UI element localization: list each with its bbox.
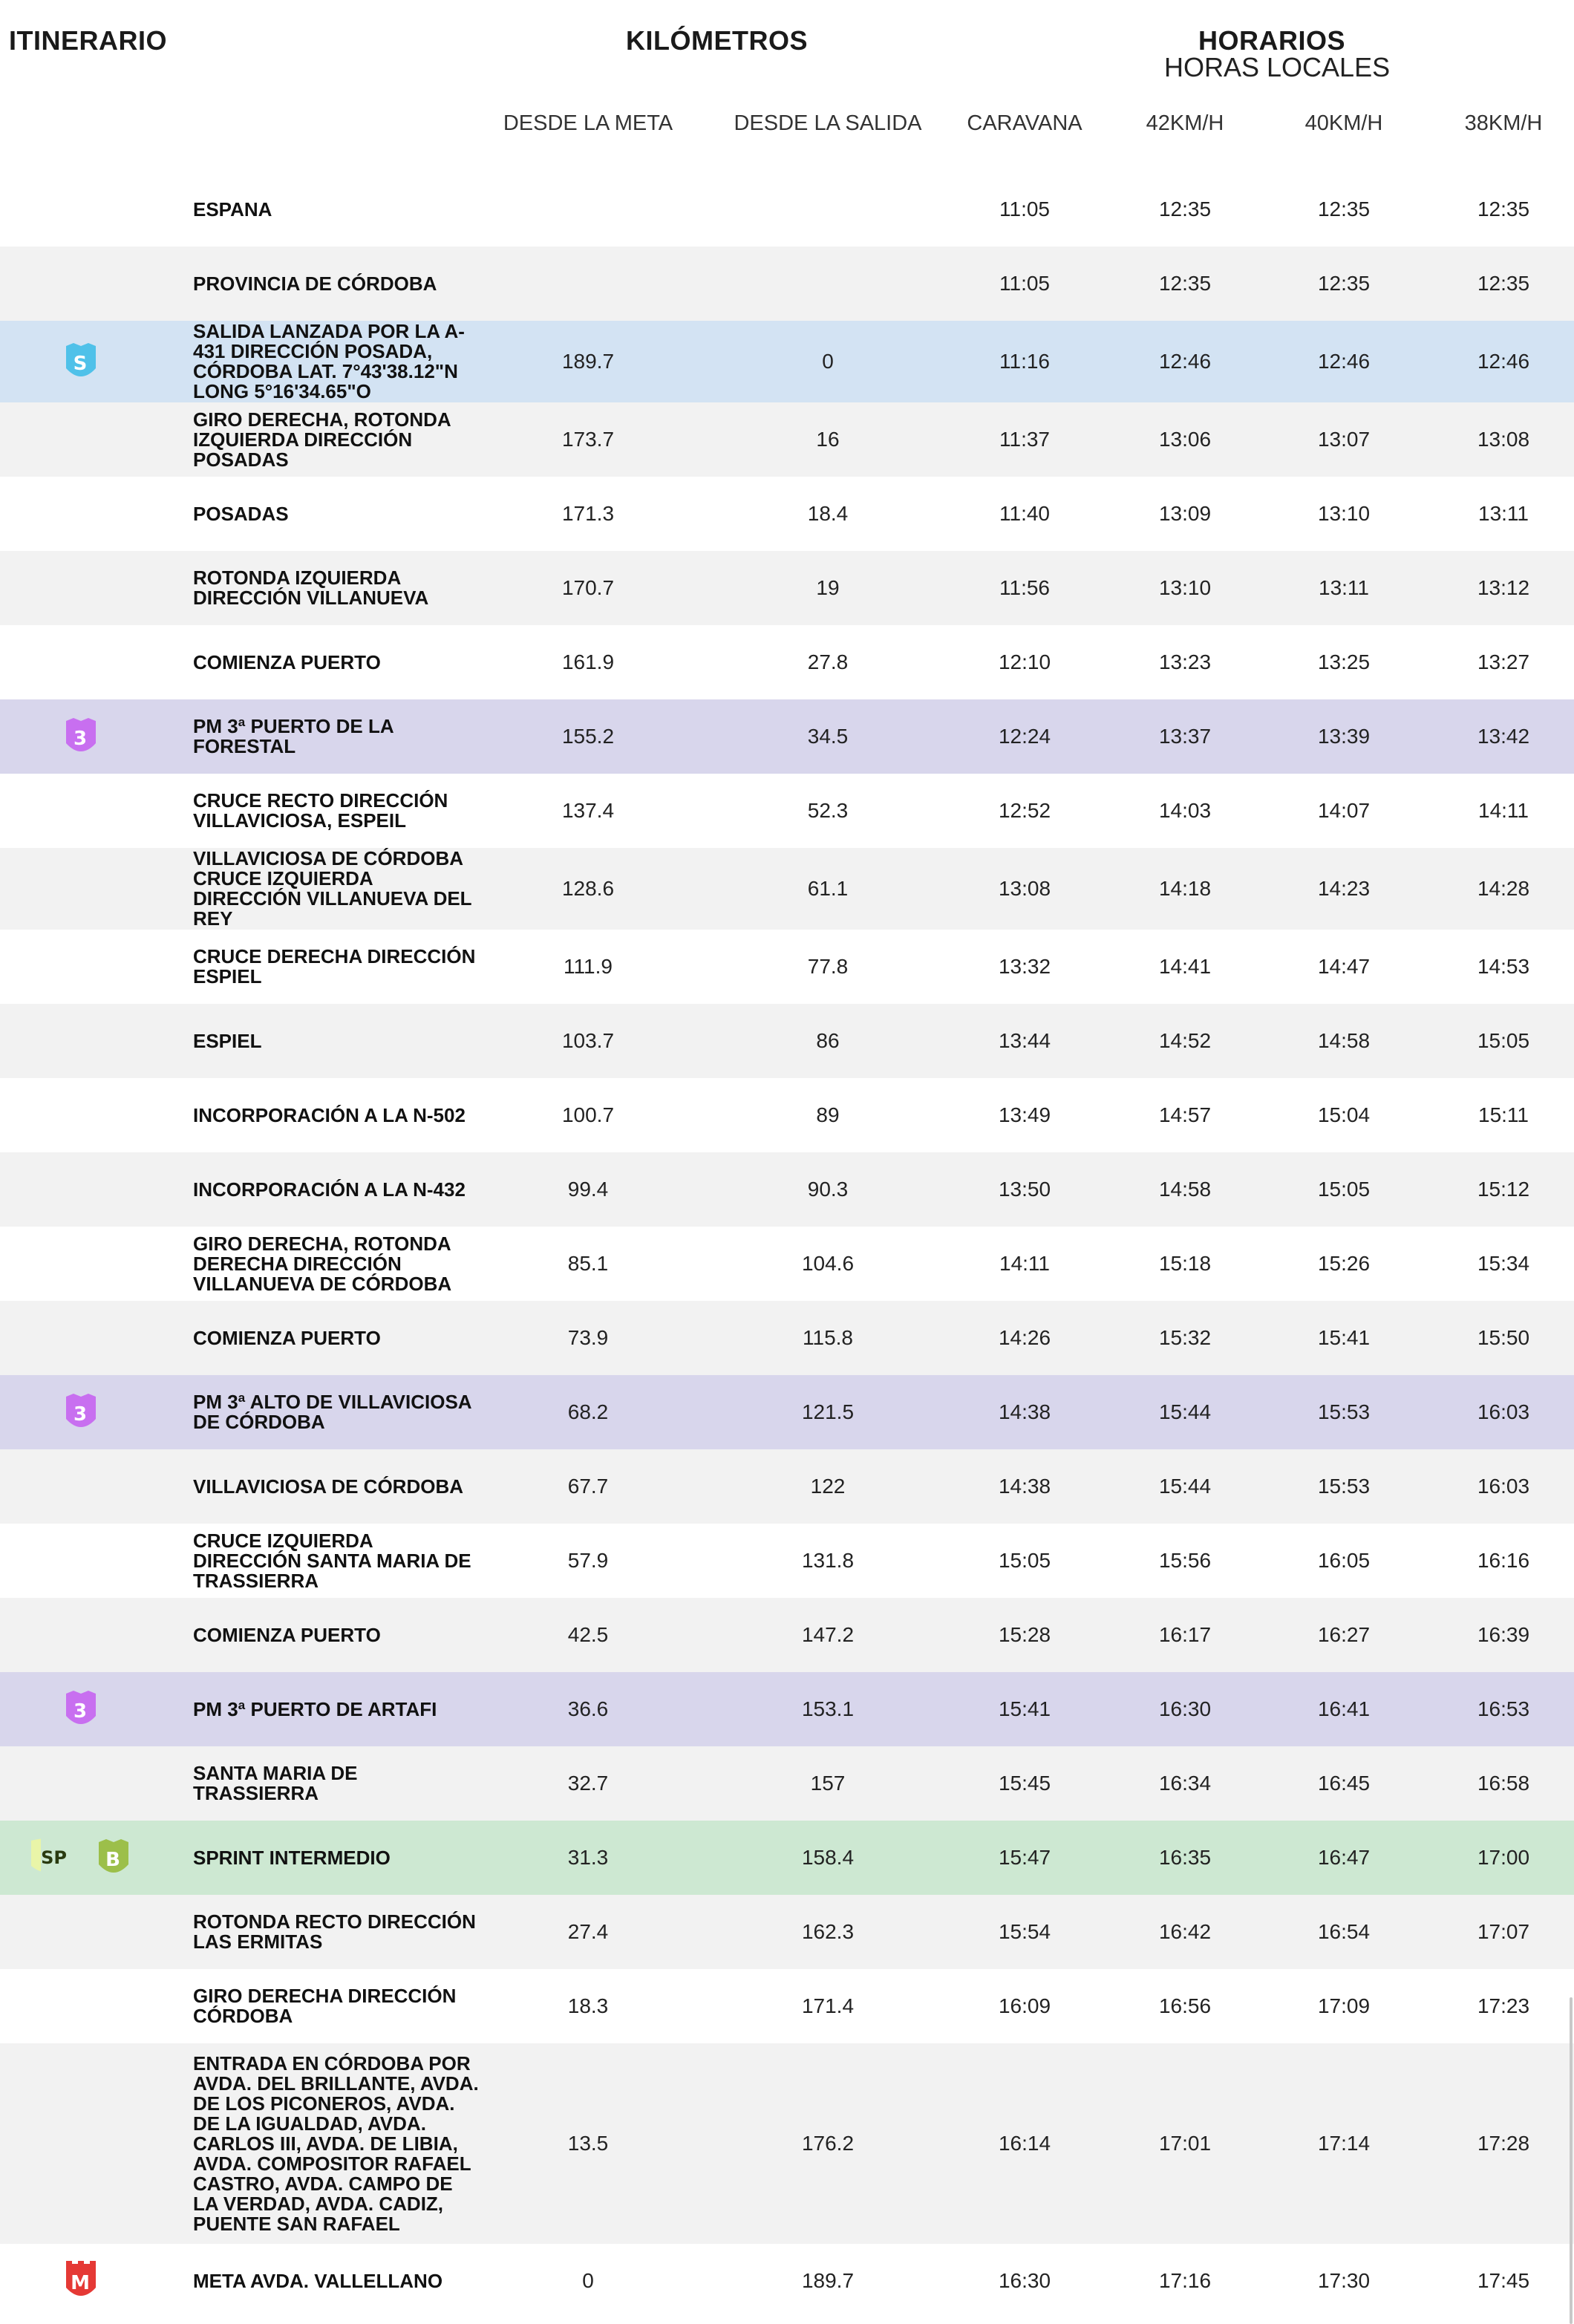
table-row — [0, 1152, 1574, 1227]
row-description: META AVDA. VALLELLANO — [193, 2269, 443, 2292]
kilometros-heading: KILÓMETROS — [626, 25, 808, 56]
cell-40kmh: 14:23 — [1317, 877, 1371, 900]
cell-desde-la-meta — [477, 247, 699, 321]
cell-42kmh: 15:44 — [1158, 1400, 1212, 1423]
row-description: PM 3ª PUERTO DE LA FORESTAL — [193, 715, 394, 757]
cell-42kmh: 15:44 — [1158, 1475, 1212, 1498]
cell-caravana: 16:14 — [998, 2132, 1051, 2155]
cell-38kmh: 16:03 — [1477, 1475, 1530, 1498]
cell-desde-la-salida: 158.4 — [801, 1846, 855, 1869]
table-row — [0, 321, 1574, 402]
cell-desde-la-salida: 189.7 — [801, 2269, 855, 2292]
cell-40kmh: 16:27 — [1317, 1623, 1371, 1646]
cell-caravana: 15:41 — [998, 1697, 1051, 1720]
cell-desde-la-salida: 104.6 — [801, 1252, 855, 1275]
cell-40kmh: 12:35 — [1317, 272, 1371, 295]
cell-desde-la-salida: 115.8 — [803, 1326, 853, 1349]
cell-38kmh: 15:11 — [1478, 1103, 1529, 1126]
cell-desde-la-salida: 27.8 — [807, 650, 849, 673]
cell-desde-la-salida: 162.3 — [801, 1920, 855, 1943]
table-row — [0, 1227, 1574, 1301]
cell-desde-la-salida: 19 — [816, 576, 840, 599]
cell-desde-la-salida: 121.5 — [801, 1400, 855, 1423]
icon-label: 3 — [73, 1700, 88, 1723]
row-description: VILLAVICIOSA DE CÓRDOBA CRUCE IZQUIERDA DIRECCIÓN VILLANUEVA DEL REY — [193, 847, 472, 930]
cell-38kmh: 14:28 — [1477, 877, 1530, 900]
cell-40kmh: 13:10 — [1317, 502, 1371, 525]
cell-38kmh: 15:34 — [1477, 1252, 1530, 1275]
cell-desde-la-salida: 90.3 — [807, 1178, 849, 1201]
itinerario-heading: ITINERARIO — [9, 25, 168, 56]
table-row — [0, 1598, 1574, 1672]
cell-desde-la-meta: 189.7 — [561, 350, 615, 373]
cell-desde-la-salida: 61.1 — [807, 877, 849, 900]
itinerary-table — [0, 172, 1574, 2318]
cell-38kmh: 16:53 — [1477, 1697, 1530, 1720]
cell-40kmh: 16:05 — [1317, 1549, 1371, 1572]
cell-desde-la-salida: 89 — [816, 1103, 840, 1126]
cell-38kmh: 12:35 — [1477, 272, 1530, 295]
start-icon — [62, 340, 99, 383]
cell-desde-la-meta: 155.2 — [561, 725, 615, 748]
cell-42kmh: 17:01 — [1158, 2132, 1212, 2155]
cell-caravana: 14:26 — [998, 1326, 1051, 1349]
icon-label: 3 — [73, 728, 88, 750]
cell-38kmh: 13:27 — [1477, 650, 1530, 673]
table-row — [0, 172, 1574, 247]
cell-desde-la-meta: 32.7 — [567, 1772, 609, 1795]
row-description: GIRO DERECHA, ROTONDA DERECHA DIRECCIÓN VILLANUEVA DE CÓRDOBA — [193, 1232, 452, 1295]
col-40kmh: 40KM/H — [1304, 111, 1383, 135]
cell-42kmh: 13:23 — [1158, 650, 1212, 673]
table-row — [0, 1078, 1574, 1152]
cell-caravana: 11:37 — [999, 428, 1050, 451]
horas-locales-subheading: HORAS LOCALES — [1164, 52, 1391, 82]
table-row — [0, 1969, 1574, 2043]
cell-desde-la-salida: 122 — [810, 1475, 846, 1498]
cell-desde-la-meta: 18.3 — [567, 1994, 609, 2017]
table-row — [0, 2043, 1574, 2244]
cell-desde-la-salida — [716, 172, 939, 247]
table-row — [0, 699, 1574, 774]
cell-40kmh: 16:54 — [1317, 1920, 1371, 1943]
row-description: PROVINCIA DE CÓRDOBA — [193, 272, 437, 295]
cell-38kmh: 17:45 — [1477, 2269, 1530, 2292]
cell-40kmh: 13:25 — [1317, 650, 1371, 673]
icon-label: 3 — [73, 1403, 88, 1426]
col-caravana: CARAVANA — [967, 111, 1082, 135]
row-description: ESPANA — [193, 198, 272, 221]
cell-40kmh: 16:41 — [1317, 1697, 1371, 1720]
cell-42kmh: 16:56 — [1158, 1994, 1212, 2017]
cell-caravana: 15:54 — [998, 1920, 1051, 1943]
table-row — [0, 402, 1574, 477]
cell-42kmh: 14:58 — [1158, 1178, 1212, 1201]
cell-caravana: 15:28 — [998, 1623, 1051, 1646]
cell-42kmh: 13:10 — [1158, 576, 1212, 599]
col-desde-la-salida: DESDE LA SALIDA — [734, 111, 922, 135]
cell-40kmh: 16:45 — [1317, 1772, 1371, 1795]
cell-40kmh: 13:07 — [1317, 428, 1371, 451]
mountain-pass-icon — [62, 1391, 99, 1434]
row-description: CRUCE DERECHA DIRECCIÓN ESPIEL — [193, 945, 476, 988]
row-description: ROTONDA RECTO DIRECCIÓN LAS ERMITAS — [193, 1910, 476, 1953]
cell-38kmh: 15:05 — [1477, 1029, 1530, 1052]
mountain-pass-icon — [62, 1688, 99, 1731]
cell-desde-la-salida: 171.4 — [801, 1994, 855, 2017]
cell-caravana: 12:24 — [998, 725, 1051, 748]
cell-38kmh: 15:50 — [1477, 1326, 1530, 1349]
cell-40kmh: 15:26 — [1317, 1252, 1371, 1275]
cell-desde-la-meta: 68.2 — [567, 1400, 609, 1423]
cell-caravana: 11:56 — [999, 576, 1050, 599]
table-row — [0, 1524, 1574, 1598]
cell-38kmh: 12:46 — [1477, 350, 1530, 373]
cell-38kmh: 17:28 — [1477, 2132, 1530, 2155]
table-row — [0, 1449, 1574, 1524]
cell-caravana: 12:52 — [998, 799, 1051, 822]
cell-42kmh: 16:35 — [1158, 1846, 1212, 1869]
table-row — [0, 1746, 1574, 1821]
cell-caravana: 15:47 — [998, 1846, 1051, 1869]
col-desde-la-meta: DESDE LA META — [503, 111, 673, 135]
cell-desde-la-meta: 171.3 — [561, 502, 615, 525]
cell-caravana: 11:40 — [999, 502, 1050, 525]
cell-caravana: 13:32 — [998, 955, 1051, 978]
cell-38kmh: 14:11 — [1478, 799, 1529, 822]
row-description: SALIDA LANZADA POR LA A-431 DIRECCIÓN POSADA, CÓRDOBA LAT. 7°43'38.12"N LONG 5°16'34.65"O — [193, 320, 465, 402]
table-row — [0, 1375, 1574, 1449]
cell-desde-la-salida: 34.5 — [807, 725, 849, 748]
icon-label: S — [73, 353, 88, 375]
cell-desde-la-meta: 36.6 — [567, 1697, 609, 1720]
row-description: ROTONDA IZQUIERDA DIRECCIÓN VILLANUEVA — [193, 567, 429, 609]
cell-42kmh: 13:37 — [1158, 725, 1212, 748]
cell-38kmh: 14:53 — [1477, 955, 1530, 978]
cell-caravana: 13:08 — [998, 877, 1051, 900]
cell-40kmh: 12:46 — [1317, 350, 1371, 373]
scrollbar[interactable] — [1570, 1997, 1573, 2324]
cell-40kmh: 17:30 — [1317, 2269, 1371, 2292]
cell-desde-la-salida: 16 — [816, 428, 840, 451]
cell-caravana: 11:16 — [999, 350, 1050, 373]
table-row — [0, 247, 1574, 321]
table-row — [0, 551, 1574, 625]
row-description: INCORPORACIÓN A LA N-432 — [193, 1178, 466, 1201]
table-row — [0, 477, 1574, 551]
row-description: COMIENZA PUERTO — [193, 650, 381, 673]
cell-desde-la-meta: 170.7 — [561, 576, 615, 599]
row-description: COMIENZA PUERTO — [193, 1326, 381, 1349]
cell-38kmh: 17:07 — [1477, 1920, 1530, 1943]
cell-38kmh: 13:42 — [1477, 725, 1530, 748]
table-row — [0, 1672, 1574, 1746]
col-38kmh: 38KM/H — [1464, 111, 1543, 135]
cell-40kmh: 15:53 — [1317, 1475, 1371, 1498]
mountain-pass-icon — [62, 715, 99, 758]
cell-desde-la-meta: 42.5 — [567, 1623, 609, 1646]
cell-desde-la-salida: 153.1 — [801, 1697, 855, 1720]
row-description: COMIENZA PUERTO — [193, 1623, 381, 1646]
table-row — [0, 930, 1574, 1004]
cell-38kmh: 17:00 — [1477, 1846, 1530, 1869]
row-description: SANTA MARIA DE TRASSIERRA — [193, 1762, 358, 1804]
bonus-icon — [94, 1836, 131, 1879]
cell-desde-la-meta: 137.4 — [561, 799, 615, 822]
cell-desde-la-salida: 157 — [810, 1772, 846, 1795]
cell-caravana: 16:09 — [998, 1994, 1051, 2017]
cell-caravana: 13:50 — [998, 1178, 1051, 1201]
cell-42kmh: 12:35 — [1158, 272, 1212, 295]
cell-40kmh: 15:41 — [1317, 1326, 1371, 1349]
cell-desde-la-salida: 52.3 — [807, 799, 849, 822]
cell-42kmh: 15:56 — [1158, 1549, 1212, 1572]
cell-desde-la-meta: 99.4 — [567, 1178, 609, 1201]
cell-caravana: 15:05 — [998, 1549, 1051, 1572]
finish-icon — [62, 2259, 99, 2302]
cell-38kmh: 12:35 — [1477, 198, 1530, 221]
cell-caravana: 14:38 — [998, 1400, 1051, 1423]
cell-40kmh: 12:35 — [1317, 198, 1371, 221]
cell-desde-la-meta: 27.4 — [567, 1920, 609, 1943]
cell-caravana: 11:05 — [999, 272, 1050, 295]
icon-label: SP — [41, 1847, 67, 1868]
row-description: INCORPORACIÓN A LA N-502 — [193, 1103, 466, 1126]
cell-42kmh: 14:52 — [1158, 1029, 1212, 1052]
table-row — [0, 625, 1574, 699]
cell-desde-la-meta: 73.9 — [567, 1326, 609, 1349]
row-description: CRUCE IZQUIERDA DIRECCIÓN SANTA MARIA DE TRASSIERRA — [193, 1529, 471, 1592]
cell-caravana: 15:45 — [998, 1772, 1051, 1795]
table-row — [0, 774, 1574, 848]
row-description: ESPIEL — [193, 1029, 262, 1052]
table-row — [0, 1821, 1574, 1895]
table-header — [0, 0, 1574, 172]
cell-desde-la-salida: 0 — [822, 350, 834, 373]
row-description: GIRO DERECHA, ROTONDA IZQUIERDA DIRECCIÓN POSADAS — [193, 408, 451, 471]
col-42kmh: 42KM/H — [1146, 111, 1224, 135]
cell-40kmh: 16:47 — [1317, 1846, 1371, 1869]
cell-38kmh: 16:58 — [1477, 1772, 1530, 1795]
cell-desde-la-meta: 31.3 — [567, 1846, 609, 1869]
cell-42kmh: 15:32 — [1158, 1326, 1212, 1349]
cell-desde-la-salida: 86 — [816, 1029, 840, 1052]
cell-42kmh: 14:41 — [1158, 955, 1212, 978]
cell-40kmh: 14:58 — [1317, 1029, 1371, 1052]
cell-40kmh: 14:07 — [1317, 799, 1371, 822]
row-description: PM 3ª ALTO DE VILLAVICIOSA DE CÓRDOBA — [193, 1391, 471, 1433]
cell-42kmh: 12:46 — [1158, 350, 1212, 373]
row-description: VILLAVICIOSA DE CÓRDOBA — [193, 1475, 464, 1498]
cell-desde-la-salida: 18.4 — [807, 502, 849, 525]
cell-desde-la-salida: 147.2 — [801, 1623, 855, 1646]
cell-38kmh: 13:12 — [1477, 576, 1530, 599]
horarios-heading: HORARIOS — [1198, 25, 1346, 56]
sprint-icon — [28, 1836, 67, 1879]
cell-desde-la-meta: 67.7 — [567, 1475, 609, 1498]
cell-desde-la-meta: 85.1 — [567, 1252, 609, 1275]
cell-desde-la-meta: 161.9 — [561, 650, 615, 673]
cell-desde-la-meta: 100.7 — [561, 1103, 615, 1126]
table-row — [0, 1301, 1574, 1375]
cell-42kmh: 14:18 — [1158, 877, 1212, 900]
icon-label: M — [71, 2272, 90, 2294]
cell-40kmh: 17:14 — [1317, 2132, 1371, 2155]
cell-40kmh: 17:09 — [1317, 1994, 1371, 2017]
cell-caravana: 16:30 — [998, 2269, 1051, 2292]
cell-42kmh: 16:34 — [1158, 1772, 1212, 1795]
cell-40kmh: 15:05 — [1317, 1178, 1371, 1201]
cell-caravana: 12:10 — [998, 650, 1051, 673]
cell-40kmh: 14:47 — [1317, 955, 1371, 978]
row-description: ENTRADA EN CÓRDOBA POR AVDA. DEL BRILLANTE, AVDA. DE LOS PICONEROS, AVDA. DE LA IGUALDAD, AVDA. CARLOS III, AVDA. DE LIBIA, AVDA. COMPOSITOR RAFAEL CASTRO, AVDA. CAMPO DE LA VERDAD, AVDA. CADIZ, PUENTE SAN RAFAEL — [193, 2052, 479, 2235]
cell-caravana: 14:38 — [998, 1475, 1051, 1498]
cell-desde-la-salida: 176.2 — [801, 2132, 855, 2155]
row-description: CRUCE RECTO DIRECCIÓN VILLAVICIOSA, ESPEIL — [193, 789, 448, 832]
cell-42kmh: 16:17 — [1158, 1623, 1212, 1646]
row-description: SPRINT INTERMEDIO — [193, 1846, 391, 1869]
table-row — [0, 2244, 1574, 2318]
cell-38kmh: 16:03 — [1477, 1400, 1530, 1423]
cell-42kmh: 17:16 — [1158, 2269, 1212, 2292]
cell-desde-la-salida: 77.8 — [807, 955, 849, 978]
cell-desde-la-meta: 57.9 — [567, 1549, 609, 1572]
cell-42kmh: 13:09 — [1158, 502, 1212, 525]
cell-desde-la-meta: 128.6 — [561, 877, 615, 900]
cell-desde-la-meta: 173.7 — [561, 428, 615, 451]
cell-desde-la-meta: 13.5 — [567, 2132, 609, 2155]
cell-42kmh: 14:57 — [1158, 1103, 1212, 1126]
cell-40kmh: 13:11 — [1319, 576, 1369, 599]
table-row — [0, 1004, 1574, 1078]
cell-caravana: 14:11 — [999, 1252, 1050, 1275]
cell-38kmh: 16:16 — [1477, 1549, 1530, 1572]
cell-42kmh: 14:03 — [1158, 799, 1212, 822]
cell-desde-la-meta: 103.7 — [561, 1029, 615, 1052]
row-description: POSADAS — [193, 502, 289, 525]
cell-40kmh: 15:04 — [1317, 1103, 1371, 1126]
cell-desde-la-salida — [716, 247, 939, 321]
cell-42kmh: 15:18 — [1158, 1252, 1212, 1275]
cell-42kmh: 16:42 — [1158, 1920, 1212, 1943]
cell-38kmh: 13:08 — [1477, 428, 1530, 451]
cell-40kmh: 13:39 — [1317, 725, 1371, 748]
cell-42kmh: 13:06 — [1158, 428, 1212, 451]
cell-caravana: 13:44 — [998, 1029, 1051, 1052]
cell-desde-la-meta — [477, 172, 699, 247]
icon-label: B — [105, 1849, 120, 1871]
cell-desde-la-salida: 131.8 — [801, 1549, 855, 1572]
table-row — [0, 848, 1574, 930]
cell-42kmh: 12:35 — [1158, 198, 1212, 221]
cell-40kmh: 15:53 — [1317, 1400, 1371, 1423]
row-description: GIRO DERECHA DIRECCIÓN CÓRDOBA — [193, 1985, 457, 2027]
row-description: PM 3ª PUERTO DE ARTAFI — [193, 1697, 437, 1720]
cell-42kmh: 16:30 — [1158, 1697, 1212, 1720]
cell-desde-la-meta: 0 — [582, 2269, 594, 2292]
cell-38kmh: 15:12 — [1477, 1178, 1530, 1201]
table-row — [0, 1895, 1574, 1969]
cell-38kmh: 16:39 — [1477, 1623, 1530, 1646]
cell-caravana: 13:49 — [998, 1103, 1051, 1126]
cell-38kmh: 13:11 — [1478, 502, 1529, 525]
cell-38kmh: 17:23 — [1477, 1994, 1530, 2017]
cell-desde-la-meta: 111.9 — [564, 955, 613, 978]
cell-caravana: 11:05 — [999, 198, 1050, 221]
